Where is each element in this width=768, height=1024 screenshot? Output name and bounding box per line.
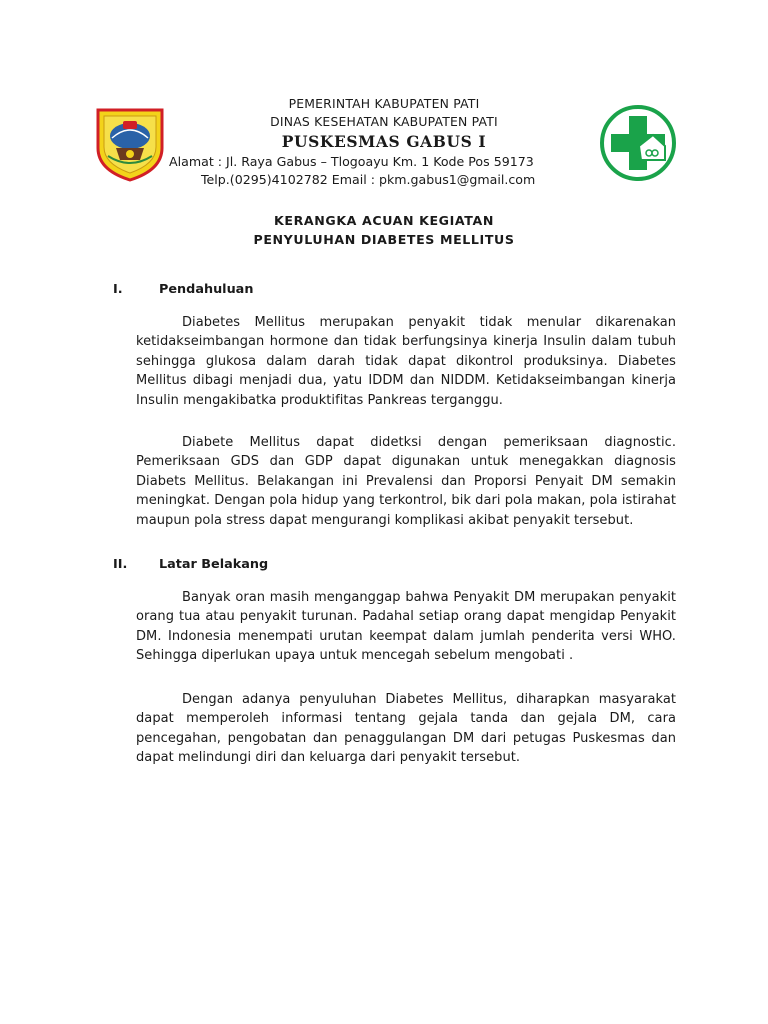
section-heading-pendahuluan xyxy=(113,282,253,297)
department-name: DINAS KESEHATAN KABUPATEN PATI xyxy=(270,114,498,129)
paragraph: Banyak oran masih menganggap bahwa Penyakit DM merupakan penyakit orang tua atau penyakit turunan. Padahal setiap orang dapat mengidap Penyakit DM. Indonesia menempati urutan keempat dalam jumlah penderita versi WHO. Sehingga diperlukan upaya untuk mencegah sebelum mengobati . xyxy=(136,590,676,664)
section-title: Latar Belakang xyxy=(159,557,269,572)
letterhead xyxy=(160,95,608,189)
puskesmas-cross-icon xyxy=(599,104,677,182)
section-number: I. xyxy=(113,282,123,297)
institution-name: PUSKESMAS GABUS I xyxy=(281,132,487,151)
section-number: II. xyxy=(113,557,128,572)
title-line-1: KERANGKA ACUAN KEGIATAN xyxy=(274,213,494,228)
paragraph: Dengan adanya penyuluhan Diabetes Mellitus, diharapkan masyarakat dapat memperoleh informasi tentang gejala tanda dan gejala DM, cara pencegahan, pengobatan dan penaggulangan DM dari petugas Puskesmas dan dapat melindungi diri dan keluarga dari penyakit tersebut. xyxy=(136,692,676,766)
title-line-2: PENYULUHAN DIABETES MELLITUS xyxy=(253,232,515,247)
paragraph: Diabetes Mellitus merupakan penyakit tidak menular dikarenakan ketidakseimbangan hormone dan tidak berfungsinya kinerja Insulin dalam tubuh sehingga glukosa dalam darah tidak dapat dikontrol produksinya. Diabetes Mellitus dibagi menjadi dua, yatu IDDM dan NIDDM. Ketidakseimbangan kinerja Insulin mengakibatka produktifitas Pankreas terganggu. xyxy=(136,315,676,408)
paragraph: Diabete Mellitus dapat didetksi dengan pemeriksaan diagnostic. Pemeriksaan GDS dan GDP dapat digunakan untuk menegakkan diagnosis Diabets Mellitus. Belakangan ini Prevalensi dan Proporsi Penyait DM semakin meningkat. Dengan pola hidup yang terkontrol, bik dari pola makan, pola istirahat maupun pola stress dapat mengurangi komplikasi akibat penyakit tersebut. xyxy=(136,435,676,528)
institution-contact: Telp.(0295)4102782 Email : pkm.gabus1@gmail.com xyxy=(201,172,536,187)
institution-address: Alamat : Jl. Raya Gabus – Tlogoayu Km. 1 Kode Pos 59173 xyxy=(169,154,534,169)
government-name: PEMERINTAH KABUPATEN PATI xyxy=(288,96,480,111)
kabupaten-pati-crest-icon xyxy=(92,104,168,182)
document-title xyxy=(0,211,768,249)
section-title: Pendahuluan xyxy=(159,282,254,297)
section-heading-latar-belakang xyxy=(113,557,268,572)
